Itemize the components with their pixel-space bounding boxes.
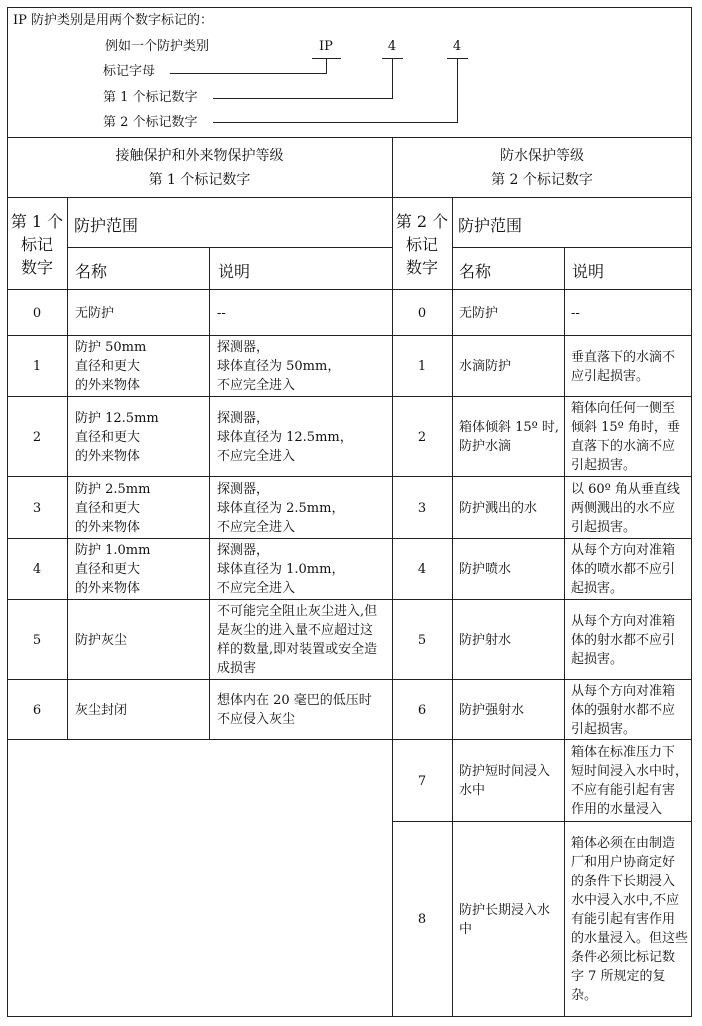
- right-scope-header: 防护范围: [458, 216, 523, 235]
- right-row-desc: 从每个方向对准箱 体的喷水都不应引 起损害。: [571, 543, 676, 596]
- example-label: 例如一个防护类别: [105, 39, 210, 54]
- left-row-desc: 探测器， 球体直径为 2.5mm， 不应完全进入: [217, 481, 345, 535]
- right-row-desc: 箱体必须在由制造 厂和用户协商定好 的条件下长期浸入 水中浸入水中,不应 有能引起有害作用 的水量浸入。但这些 条件必须比标记数 字 7 所规定的复杂。: [571, 836, 689, 1003]
- right-row-digit: 6: [417, 702, 427, 718]
- left-row-name: 无防护: [75, 305, 115, 321]
- left-row-desc: --: [217, 305, 226, 321]
- left-row-name: 防护 2.5mm 直径和更大 的外来物体: [75, 481, 151, 535]
- left-row-line: [7, 739, 392, 740]
- code-digit-2: 4: [452, 39, 462, 54]
- intro-title: IP 防护类别是用两个数字标记的：: [13, 13, 214, 28]
- right-col-line-2: [564, 247, 565, 1017]
- right-row-name: 防护短时间浸入 水中: [459, 764, 551, 798]
- right-row-desc: 从每个方向对准箱 体的强射水都不应 引起损害。: [571, 683, 676, 737]
- left-col-line-2: [209, 247, 210, 740]
- left-name-header: 名称: [75, 262, 108, 281]
- left-row-name: 防护 1.0mm 直径和更大 的外来物体: [75, 543, 151, 596]
- left-digit-header: 第 1 个 标记 数字: [10, 211, 64, 277]
- right-row-desc: --: [571, 305, 580, 321]
- leader-d1-h: [213, 98, 393, 99]
- right-row-digit: 8: [417, 912, 427, 927]
- left-col-line-1: [67, 197, 68, 740]
- right-col-line-1: [452, 197, 453, 1017]
- left-row-desc: 不可能完全阻止灰尘进入,但 是灰尘的进入量不应超过这 样的数量,即对装置或安全造 成损害: [217, 604, 378, 676]
- right-row-desc: 箱体在标准压力下 短时间浸入水中时， 不应有能引起有害 作用的水量浸入: [571, 745, 689, 817]
- right-row-desc: 以 60º 角从垂直线 两侧溅出的水不应 引起损害。: [571, 481, 680, 535]
- left-row-digit: 1: [32, 359, 42, 374]
- left-row-digit: 3: [32, 500, 42, 516]
- right-digit-header: 第 2 个 标记 数字: [395, 211, 449, 277]
- right-row-name: 防护喷水: [459, 562, 512, 577]
- left-row-digit: 0: [32, 305, 42, 321]
- right-row-digit: 3: [417, 500, 427, 516]
- right-row-name: 水滴防护: [459, 359, 512, 374]
- ip-protection-table: [7, 7, 692, 1017]
- leader-ip-v: [326, 58, 327, 73]
- right-desc-header: 说明: [572, 262, 605, 281]
- right-row-digit: 5: [417, 632, 427, 648]
- left-heading: 接触保护和外来物保护等级 第 1 个标记数字: [115, 148, 284, 188]
- right-row-desc: 从每个方向对准箱 体的射水都不应引 起损害。: [571, 613, 676, 667]
- left-row-digit: 4: [32, 562, 42, 577]
- code-digit-1: 4: [387, 39, 397, 54]
- heading-separator: [7, 197, 692, 198]
- leader-ip-h: [170, 73, 327, 74]
- label-second-digit: 第 2 个标记数字: [103, 115, 198, 130]
- right-row-name: 箱体倾斜 15º 时, 防护水滴: [459, 420, 560, 454]
- right-row-name: 无防护: [459, 305, 499, 321]
- left-scope-header: 防护范围: [74, 216, 139, 235]
- right-name-header: 名称: [459, 262, 492, 281]
- right-scope-line: [452, 247, 692, 248]
- code-ip: IP: [319, 39, 333, 54]
- left-row-desc: 探测器， 球体直径为 50mm， 不应完全进入: [217, 340, 341, 393]
- right-row-desc: 垂直落下的水滴不 应引起损害。: [571, 349, 676, 384]
- left-row-desc: 想体内在 20 毫巴的低压时 不应侵入灰尘: [217, 693, 372, 727]
- leader-d2-h: [213, 122, 458, 123]
- leader-d2-v: [457, 58, 458, 122]
- left-row-digit: 2: [32, 429, 42, 445]
- left-row-name: 防护灰尘: [75, 632, 128, 648]
- right-row-name: 防护射水: [459, 632, 512, 648]
- right-row-digit: 0: [417, 305, 427, 321]
- right-row-desc: 箱体向任何一侧至 倾斜 15º 角时，垂 直落下的水滴不应 引起损害。: [571, 401, 680, 473]
- right-row-digit: 1: [417, 359, 427, 374]
- left-row-name: 防护 50mm 直径和更大 的外来物体: [75, 340, 147, 393]
- left-row-name: 灰尘封闭: [75, 702, 128, 718]
- left-row-digit: 5: [32, 632, 42, 648]
- right-row-digit: 2: [417, 429, 427, 445]
- left-scope-line: [67, 247, 392, 248]
- left-row-digit: 6: [32, 702, 42, 718]
- left-row-desc: 探测器， 球体直径为 1.0mm， 不应完全进入: [217, 543, 345, 596]
- right-row-digit: 7: [417, 773, 427, 789]
- left-row-name: 防护 12.5mm 直径和更大 的外来物体: [75, 410, 159, 464]
- right-heading: 防水保护等级 第 2 个标记数字: [491, 148, 593, 188]
- left-row-desc: 探测器， 球体直径为 12.5mm， 不应完全进入: [217, 410, 353, 464]
- label-first-digit: 第 1 个标记数字: [103, 90, 198, 105]
- right-row-digit: 4: [417, 562, 427, 577]
- leader-d1-v: [392, 58, 393, 98]
- label-letter: 标记字母: [103, 64, 156, 79]
- right-row-name: 防护溅出的水: [459, 500, 538, 516]
- right-row-name: 防护强射水: [459, 702, 525, 718]
- left-desc-header: 说明: [218, 262, 251, 281]
- right-row-name: 防护长期浸入水 中: [459, 902, 551, 937]
